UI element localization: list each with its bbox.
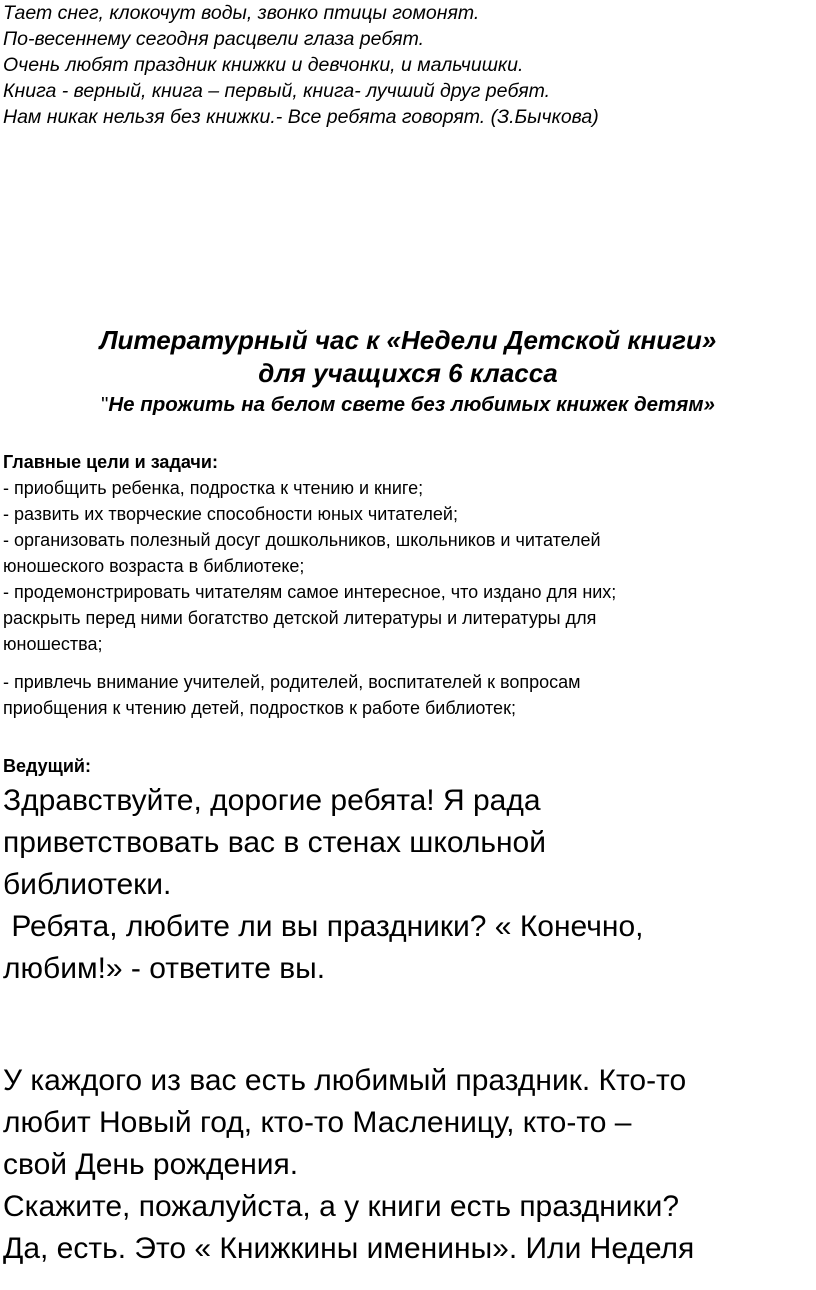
goal-line: - приобщить ребенка, подростка к чтению и книге;: [3, 478, 424, 498]
goal-line: приобщения к чтению детей, подростков к работе библиотек;: [3, 698, 516, 718]
speech-line: библиотеки.: [3, 868, 172, 901]
host-speech: [3, 780, 813, 990]
speech-line: Здравствуйте, дорогие ребята! Я рада: [3, 784, 541, 817]
poem-line: Нам никак нельзя без книжки.- Все ребята говорят. (З.Бычкова): [3, 106, 599, 128]
speech-line: любит Новый год, кто-то Масленицу, кто-то –: [3, 1106, 632, 1139]
poem-line: По-весеннему сегодня расцвели глаза ребят.: [3, 28, 425, 50]
document-title: [0, 324, 816, 420]
document-subtitle: [0, 390, 816, 420]
speech-line: любим!» - ответите вы.: [3, 952, 326, 985]
goal-line: - привлечь внимание учителей, родителей, воспитателей к вопросам: [3, 672, 581, 692]
goal-line: раскрыть перед ними богатство детской литературы и литературы для: [3, 608, 597, 628]
poem-line: Очень любят праздник книжки и девчонки, и мальчишки.: [3, 54, 524, 76]
speech-line: Ребята, любите ли вы праздники? « Конечно,: [3, 910, 644, 943]
speech-line: Скажите, пожалуйста, а у книги есть праздники?: [3, 1190, 680, 1223]
speech-line: свой День рождения.: [3, 1148, 299, 1181]
goal-line: юношества;: [3, 634, 103, 654]
goal-line: - развить их творческие способности юных читателей;: [3, 504, 458, 524]
speech-line: У каждого из вас есть любимый праздник. Кто-то: [3, 1064, 687, 1097]
poem-line: Книга - верный, книга – первый, книга- лучший друг ребят.: [3, 80, 551, 102]
host-label: Ведущий:: [3, 756, 91, 776]
epigraph-poem: [3, 0, 803, 130]
subtitle-open-quote: ": [101, 393, 109, 416]
title-line-1: Литературный час к «Недели Детской книги»: [99, 325, 717, 355]
goals-heading: Главные цели и задачи:: [3, 452, 218, 472]
host-speech-continued: [3, 1060, 813, 1270]
subtitle-text: Не прожить на белом свете без любимых книжек детям»: [108, 393, 715, 416]
goals-section: [3, 449, 813, 721]
paragraph-gap: [3, 657, 813, 669]
title-line-2: для учащихся 6 класса: [258, 358, 558, 388]
goal-line: - продемонстрировать читателям самое интересное, что издано для них;: [3, 582, 617, 602]
goal-line: юношеского возраста в библиотеке;: [3, 556, 305, 576]
speech-line: приветствовать вас в стенах школьной: [3, 826, 547, 859]
poem-line: Тает снег, клокочут воды, звонко птицы гомонят.: [3, 2, 480, 24]
goal-line: - организовать полезный досуг дошкольников, школьников и читателей: [3, 530, 601, 550]
speech-line: Да, есть. Это « Книжкины именины». Или Неделя: [3, 1232, 695, 1265]
